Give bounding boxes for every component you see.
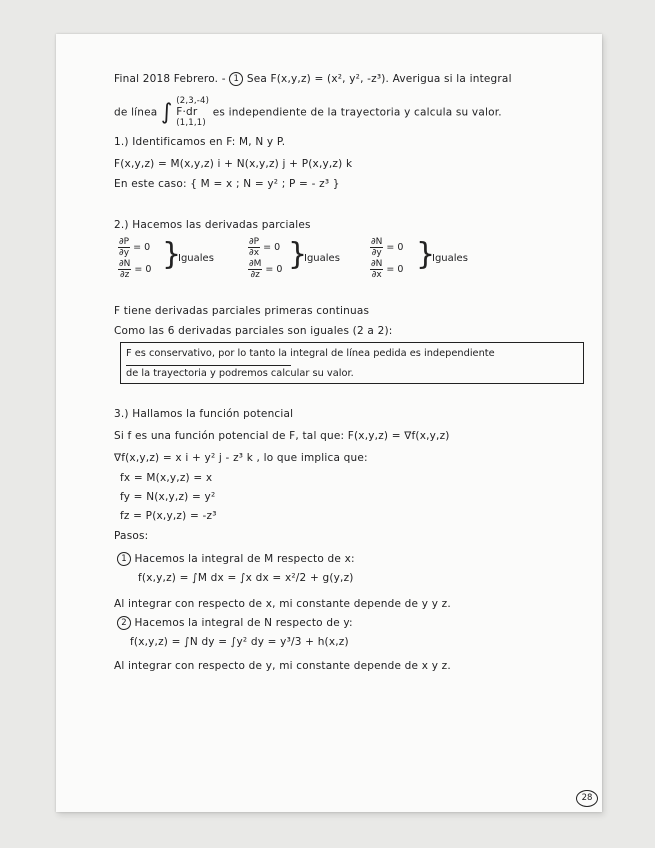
integrand: F·dr (176, 106, 198, 118)
iguales-label-1: Iguales (178, 253, 214, 264)
conclusion-box (120, 342, 584, 384)
fz-equation: fz = P(x,y,z) = -z³ (120, 510, 217, 522)
notebook-page (56, 34, 602, 812)
step-2-heading (117, 616, 353, 630)
step-1-note: Al integrar con respecto de x, mi constante depende de y y z. (114, 598, 451, 610)
problem-statement-line-2 (114, 96, 502, 129)
exam-label: Final 2018 Febrero. - (114, 73, 226, 85)
upper-limit: (2,3,-4) (176, 96, 210, 106)
step-1-text: Hacemos la integral de M respecto de x: (134, 553, 355, 565)
continuity-note: F tiene derivadas parciales primeras continuas (114, 305, 370, 317)
lower-limit: (1,1,1) (176, 118, 206, 128)
iguales-label-2: Iguales (304, 253, 340, 264)
problem-number-circle: 1 (229, 72, 243, 86)
section-1-vector-field: F(x,y,z) = M(x,y,z) i + N(x,y,z) j + P(x,y,z) k (114, 158, 353, 170)
section-2-title: 2.) Hacemos las derivadas parciales (114, 219, 311, 231)
integral-with-limits (176, 96, 209, 129)
problem-statement-line-1 (114, 72, 512, 86)
steps-label: Pasos: (114, 530, 149, 542)
integral-sign: ∫ (161, 100, 173, 125)
conclusion-line-1: F es conservativo, por lo tanto la integral de línea pedida es independiente (126, 348, 495, 359)
section-1-components: En este caso: { M = x ; N = y² ; P = - z³ } (114, 178, 340, 190)
brace-3: } (416, 237, 436, 272)
brace-1: } (162, 237, 182, 272)
section-3-title: 3.) Hallamos la función potencial (114, 408, 294, 420)
iguales-label-3: Iguales (432, 253, 468, 264)
step-1-equation: f(x,y,z) = ∫M dx = ∫x dx = x²/2 + g(y,z) (138, 572, 354, 584)
brace-2: } (288, 237, 308, 272)
problem-text-start: de línea (114, 106, 158, 119)
page-number: 28 (576, 790, 598, 807)
step-1-heading (117, 552, 355, 566)
section-1-title: 1.) Identificamos en F: M, N y P. (114, 136, 286, 148)
step-2-equation: f(x,y,z) = ∫N dy = ∫y² dy = y³/3 + h(x,z) (130, 636, 349, 648)
fx-equation: fx = M(x,y,z) = x (120, 472, 213, 484)
conclusion-line-2: de la trayectoria y podremos calcular su valor. (126, 365, 291, 379)
potential-definition: Si f es una función potencial de F, tal que: F(x,y,z) = ∇f(x,y,z) (114, 430, 450, 442)
partial-group-3: $\frac{\partial N}{\partial y}$ = 0 $\frac{\partial N}{\partial x}$ = 0 (371, 236, 404, 280)
equality-note: Como las 6 derivadas parciales son iguales (2 a 2): (114, 325, 393, 337)
problem-text: Sea F(x,y,z) = (x², y², -z³). Averigua si la integral (246, 73, 512, 85)
problem-text-end: es independiente de la trayectoria y calcula su valor. (212, 106, 502, 119)
fy-equation: fy = N(x,y,z) = y² (120, 491, 216, 503)
partial-group-2: $\frac{\partial P}{\partial x}$ = 0 $\frac{\partial M}{\partial z}$ = 0 (249, 236, 283, 280)
step-2-note: Al integrar con respecto de y, mi constante depende de x y z. (114, 660, 451, 672)
partial-derivatives-block (118, 236, 498, 286)
gradient-expression: ∇f(x,y,z) = x i + y² j - z³ k , lo que implica que: (114, 452, 368, 464)
step-2-text: Hacemos la integral de N respecto de y: (134, 617, 353, 629)
partial-group-1: $\frac{\partial P}{\partial y}$ = 0 $\frac{\partial N}{\partial z}$ = 0 (119, 236, 152, 280)
step-1-circle: 1 (117, 552, 131, 566)
step-2-circle: 2 (117, 616, 131, 630)
